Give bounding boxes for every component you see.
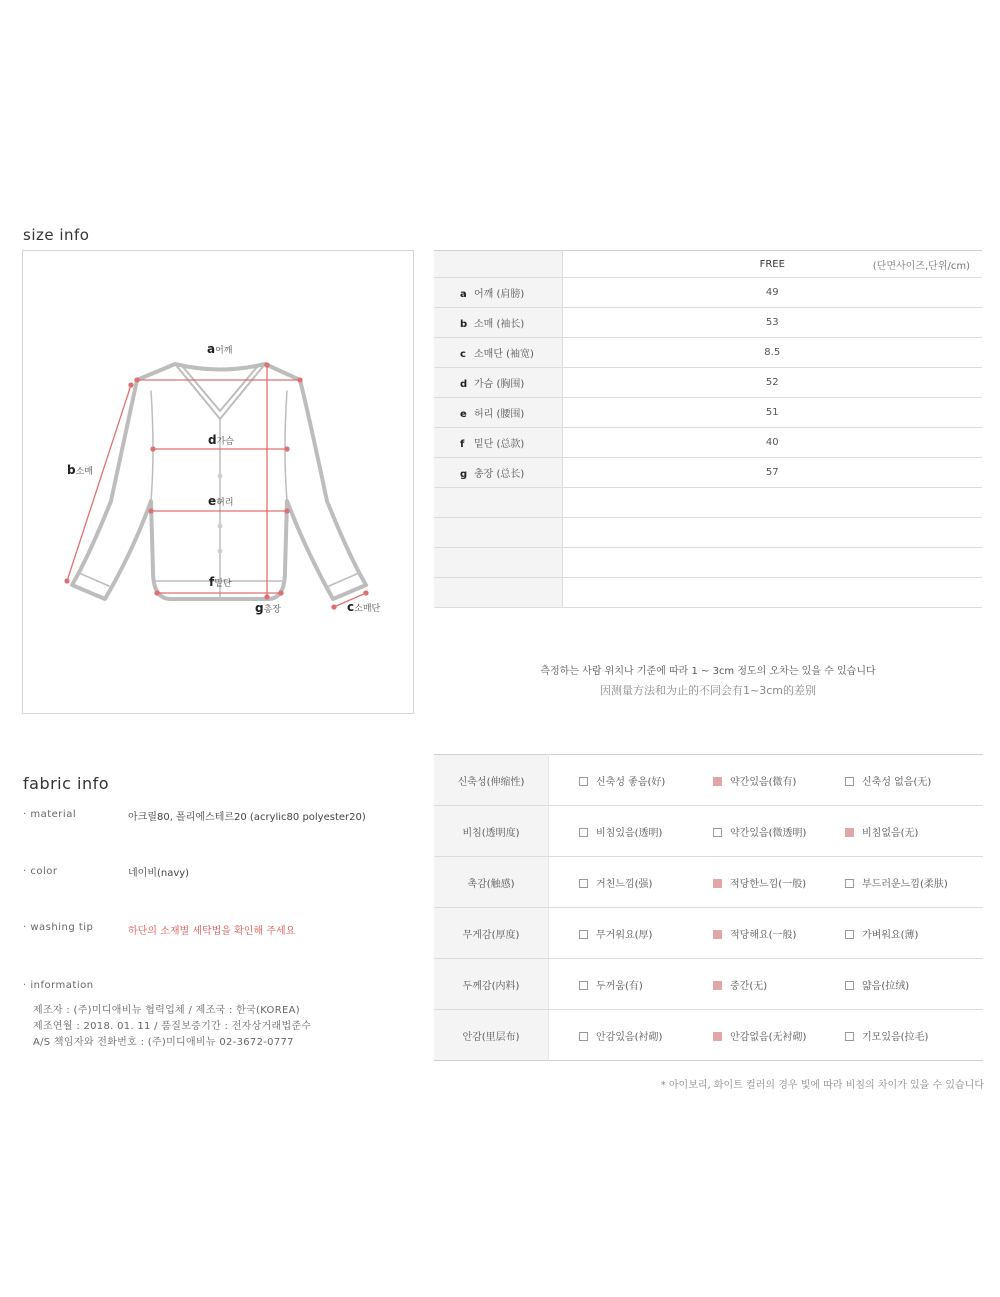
table-row [434, 755, 983, 806]
row-letter: g [460, 469, 468, 480]
row-letter: b [460, 319, 468, 330]
info-line-manufacturer: 제조자 : (주)미디애비뉴 협력업체 / 제조국 : 한국(KOREA) [33, 1005, 300, 1016]
row-label: 소매 (袖长) [474, 319, 525, 330]
table-row [434, 308, 982, 338]
garment-diagram [22, 250, 414, 714]
table-row [434, 908, 983, 959]
row-label: 총장 (总长) [474, 469, 525, 480]
checkbox-icon [579, 879, 588, 888]
checkbox-checked-icon [713, 981, 722, 990]
option: 가벼워요(薄) [827, 908, 983, 959]
transparency-footnote: * 아이보리, 화이트 컬러의 경우 빛에 따라 비침의 차이가 있을 수 있습니다 [660, 1080, 984, 1091]
row-letter: d [460, 379, 468, 390]
label-c-cuff: c소매단 [347, 600, 381, 614]
row-value: 40 [562, 428, 982, 458]
row-value: 8.5 [562, 338, 982, 368]
row-value: 53 [562, 308, 982, 338]
option: 얇음(拉绒) [827, 959, 983, 1010]
property-label: 안감(里层布) [434, 1010, 549, 1061]
row-value: 52 [562, 368, 982, 398]
washing-tip-value: 하단의 소재별 세탁법을 확인해 주세요 [128, 926, 296, 937]
measurement-note-cn: 因测量方法和为止的不同会有1~3cm的差别 [600, 684, 816, 697]
option: 비침없음(无) [827, 806, 983, 857]
material-label: · material [23, 809, 77, 820]
size-table [434, 250, 982, 608]
row-label: 허리 (腰围) [474, 409, 525, 420]
label-a-shoulder: a어깨 [207, 342, 233, 356]
table-row [434, 278, 982, 308]
row-label: 가슴 (胸围) [474, 379, 525, 390]
info-line-as-contact: A/S 책임자와 전화번호 : (주)미디애비뉴 02-3672-0777 [33, 1037, 294, 1048]
size-table-header [434, 251, 982, 278]
table-row [434, 806, 983, 857]
row-value: 49 [562, 278, 982, 308]
color-label: · color [23, 866, 58, 877]
checkbox-icon [579, 828, 588, 837]
table-row [434, 857, 983, 908]
table-row [434, 1010, 983, 1061]
option: 두꺼움(有) [549, 959, 696, 1010]
checkbox-icon [713, 828, 722, 837]
table-row [434, 398, 982, 428]
option: 안감없음(无衬砌) [695, 1010, 827, 1061]
property-label: 촉감(触感) [434, 857, 549, 908]
label-d-chest: d가슴 [208, 433, 234, 447]
option: 기모있음(拉毛) [827, 1010, 983, 1061]
row-label: 어깨 (肩膀) [474, 289, 525, 300]
option: 무거워요(厚) [549, 908, 696, 959]
color-value: 네이비(navy) [128, 868, 190, 879]
label-b-sleeve: b소매 [67, 463, 93, 477]
checkbox-checked-icon [845, 828, 854, 837]
row-letter: a [460, 289, 467, 300]
washing-tip-label: · washing tip [23, 922, 94, 933]
table-row [434, 959, 983, 1010]
empty-row [434, 488, 982, 518]
option: 신축성 좋음(好) [549, 755, 696, 806]
unit-note: (단면사이즈,단위/cm) [872, 261, 970, 272]
label-f-hem: f밑단 [209, 575, 232, 589]
checkbox-icon [845, 981, 854, 990]
checkbox-icon [579, 1032, 588, 1041]
label-e-waist: e허리 [208, 494, 234, 508]
row-letter: f [460, 439, 465, 450]
row-letter: c [460, 349, 466, 360]
row-value: 57 [562, 458, 982, 488]
checkbox-checked-icon [713, 879, 722, 888]
table-row [434, 368, 982, 398]
fabric-info-heading: fabric info [23, 774, 110, 793]
checkbox-icon [579, 930, 588, 939]
row-letter: e [460, 409, 467, 420]
measurement-note-ko: 측정하는 사람 위치나 기준에 따라 1 ~ 3cm 정도의 오차는 있을 수 있습니다 [540, 666, 876, 677]
checkbox-icon [579, 981, 588, 990]
property-label: 신축성(伸缩性) [434, 755, 549, 806]
information-label: · information [23, 980, 94, 991]
cardigan-illustration [23, 251, 415, 715]
checkbox-icon [845, 777, 854, 786]
option: 안감있음(衬砌) [549, 1010, 696, 1061]
property-label: 비침(透明度) [434, 806, 549, 857]
row-value: 51 [562, 398, 982, 428]
table-row [434, 458, 982, 488]
empty-row [434, 578, 982, 608]
option: 적당한느낌(一般) [695, 857, 827, 908]
material-value: 아크릴80, 폴리에스테르20 (acrylic80 polyester20) [128, 812, 366, 823]
option: 약간있음(微有) [695, 755, 827, 806]
option: 중간(无) [695, 959, 827, 1010]
checkbox-icon [845, 1032, 854, 1041]
option: 거친느낌(强) [549, 857, 696, 908]
info-line-date: 제조연월 : 2018. 01. 11 / 품질보증기간 : 전자상거래법준수 [33, 1021, 312, 1032]
column-header-free: FREE [759, 258, 785, 270]
option: 신축성 없음(无) [827, 755, 983, 806]
option: 약간있음(微透明) [695, 806, 827, 857]
option: 적당해요(一般) [695, 908, 827, 959]
option: 부드러운느낌(柔肤) [827, 857, 983, 908]
checkbox-checked-icon [713, 930, 722, 939]
row-label: 밑단 (总款) [474, 439, 525, 450]
table-row [434, 428, 982, 458]
option: 비침있음(透明) [549, 806, 696, 857]
label-g-length: g총장 [255, 601, 281, 615]
fabric-properties-table [434, 754, 983, 1061]
property-label: 두께감(内料) [434, 959, 549, 1010]
checkbox-checked-icon [713, 1032, 722, 1041]
row-label: 소매단 (袖宽) [474, 349, 534, 360]
table-row [434, 338, 982, 368]
checkbox-icon [579, 777, 588, 786]
property-label: 무게감(厚度) [434, 908, 549, 959]
checkbox-icon [845, 930, 854, 939]
size-info-heading: size info [23, 226, 90, 244]
checkbox-icon [845, 879, 854, 888]
checkbox-checked-icon [713, 777, 722, 786]
empty-row [434, 548, 982, 578]
empty-row [434, 518, 982, 548]
